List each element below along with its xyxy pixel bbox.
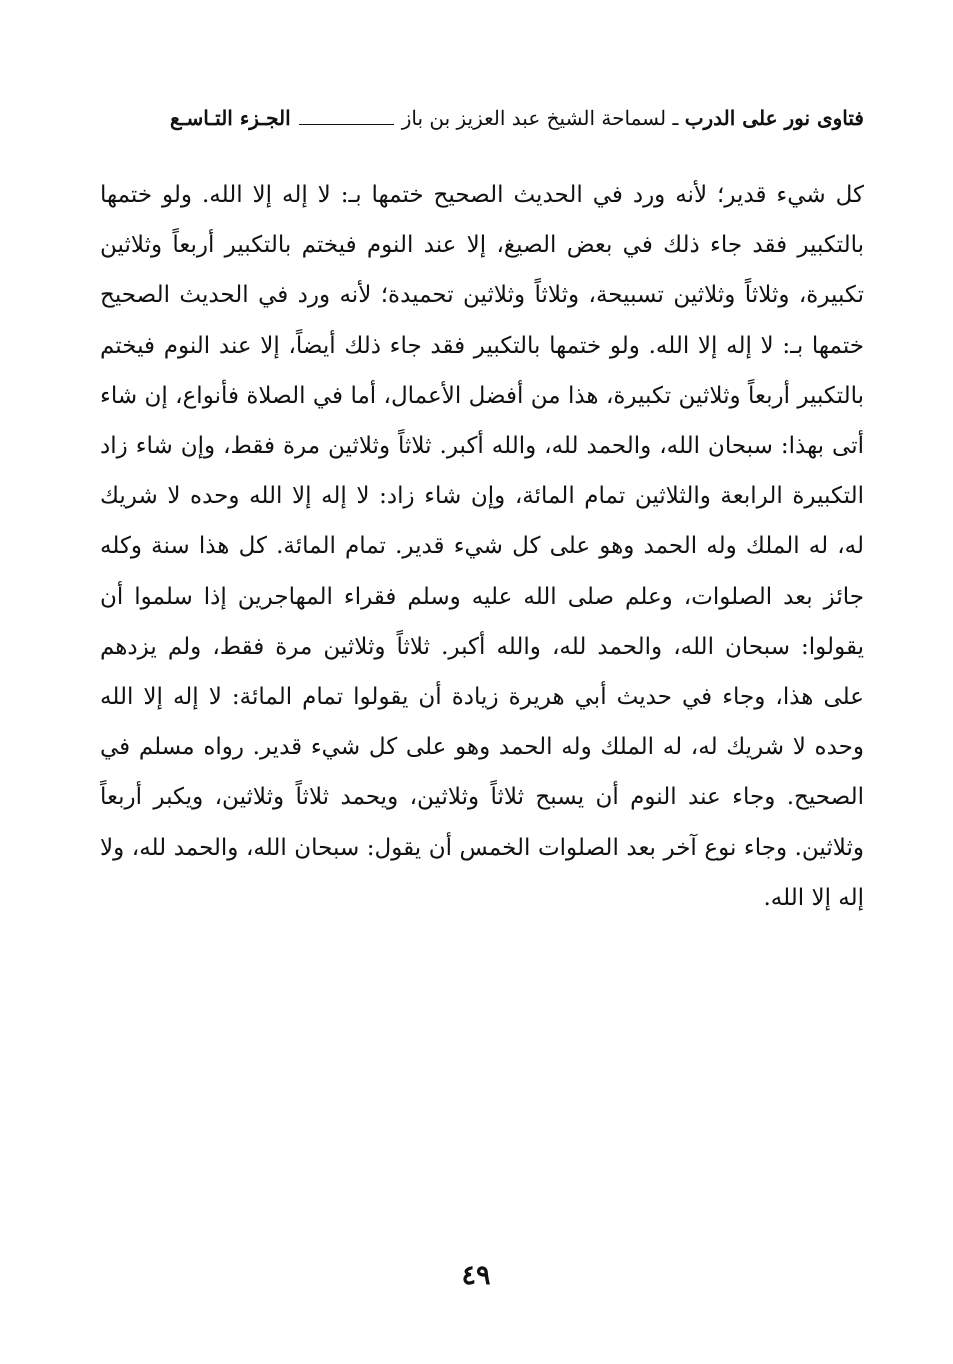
page-number: ٤٩	[461, 1260, 491, 1291]
header-separator: ـ	[672, 106, 679, 130]
author-name: لسماحة الشيخ عبد العزيز بن باز	[401, 106, 667, 130]
volume-part: الجـزء التـاسـع	[169, 106, 291, 130]
header-rule	[299, 124, 394, 125]
running-header	[100, 98, 864, 138]
body-paragraph: كل شيء قدير؛ لأنه ورد في الحديث الصحيح ختمها بـ: لا إله إلا الله. ولو ختمها بالتكبير فقد جاء ذلك في بعض الصيغ، إلا عند النوم فيختم بالتكبير أربعاً وثلاثين تكبيرة، وثلاثاً وثلاثين تسبيحة، وثلاثاً وثلاثين تحميدة؛ لأنه ورد في الحديث الصحيح ختمها بـ: لا إله إلا الله. ولو ختمها بالتكبير فقد جاء ذلك أيضاً، إلا عند النوم فيختم بالتكبير أربعاً وثلاثين تكبيرة، هذا من أفضل الأعمال، أما في الصلاة فأنواع، إن شاء أتى بهذا: سبحان الله، والحمد لله، والله أكبر. ثلاثاً وثلاثين مرة فقط، وإن شاء زاد التكبيرة الرابعة والثلاثين تمام المائة، وإن شاء زاد: لا إله إلا الله وحده لا شريك له، له الملك وله الحمد وهو على كل شيء قدير. تمام المائة. كل هذا سنة وكله جائز بعد الصلوات، وعلم صلى الله عليه وسلم فقراء المهاجرين إذا سلموا أن يقولوا: سبحان الله، والحمد لله، والله أكبر. ثلاثاً وثلاثين مرة فقط، ولم يزدهم على هذا، وجاء في حديث أبي هريرة زيادة أن يقولوا تمام المائة: لا إله إلا الله وحده لا شريك له، له الملك وله الحمد وهو على كل شيء قدير. رواه مسلم في الصحيح. وجاء عند النوم أن يسبح ثلاثاً وثلاثين، ويحمد ثلاثاً وثلاثين، ويكبر أربعاً وثلاثين. وجاء نوع آخر بعد الصلوات الخمس أن يقول: سبحان الله، والحمد لله، ولا إله إلا الله.	[100, 182, 864, 911]
book-title: فتاوى نور على الدرب	[684, 106, 864, 130]
